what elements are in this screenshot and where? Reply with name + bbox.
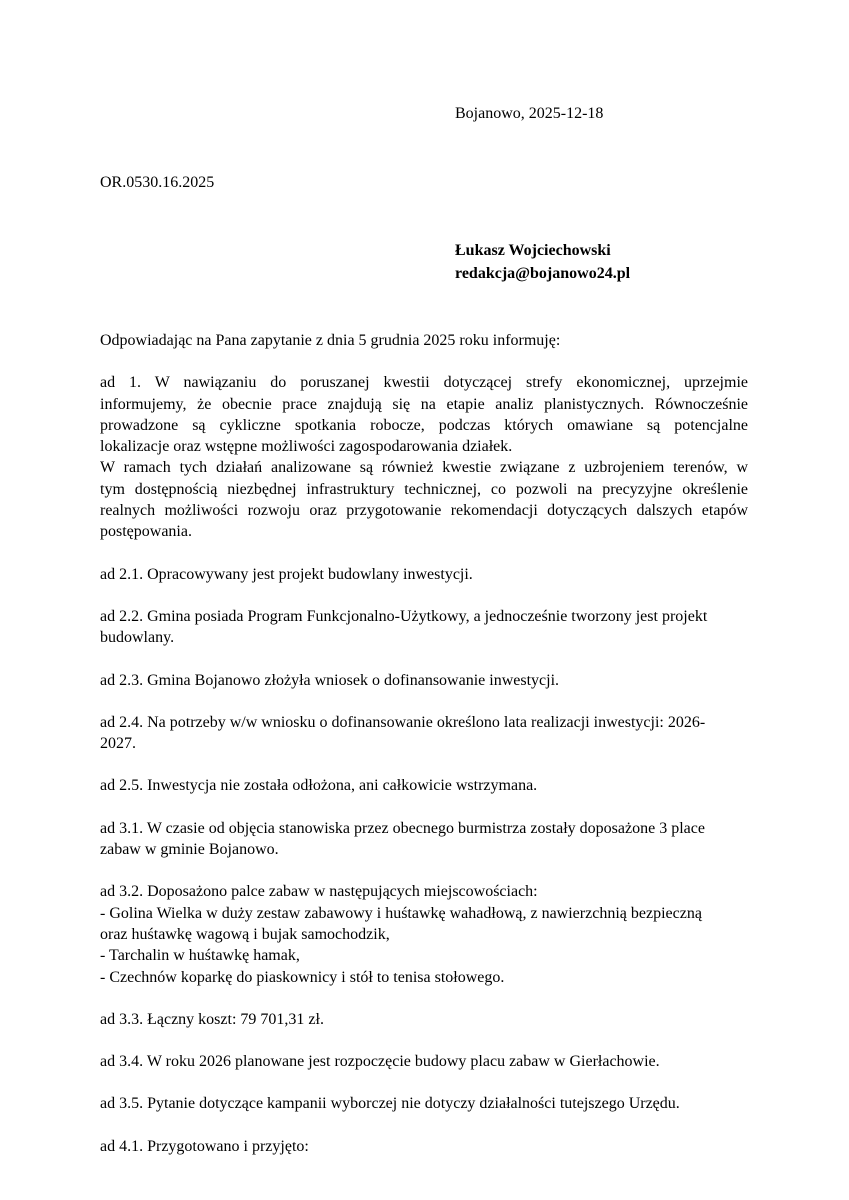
answer-3-1-line: zabaw w gminie Bojanowo.: [100, 841, 279, 859]
answer-3-1-line: ad 3.1. W czasie od objęcia stanowiska przez obecnego burmistrza zostały doposażone 3 place: [100, 819, 705, 837]
answer-1-line: informujemy, że obecnie prace znajdują się na etapie analiz planistycznych. Równocześnie: [100, 395, 748, 413]
answer-1-line: W ramach tych działań analizowane są również kwestie związane z uzbrojeniem terenów, w: [100, 459, 748, 477]
answer-3-2: [100, 881, 748, 987]
playground-list-item: - Tarchalin w huśtawkę hamak,: [100, 947, 300, 965]
answer-2-4-line: 2027.: [100, 735, 136, 753]
answer-1-line: ad 1. W nawiązaniu do poruszanej kwestii dotyczącej strefy ekonomicznej, uprzejmie: [100, 374, 748, 392]
answer-2-2-line: budowlany.: [100, 629, 175, 647]
answer-2-5: ad 2.5. Inwestycja nie została odłożona, ani całkowicie wstrzymana.: [100, 777, 538, 795]
answer-3-5: ad 3.5. Pytanie dotyczące kampanii wyborczej nie dotyczy działalności tutejszego Urzędu.: [100, 1095, 680, 1113]
playground-list-item: - Czechnów koparkę do piaskownicy i stół to tenisa stołowego.: [100, 968, 505, 986]
answer-2-4: [100, 712, 748, 755]
recipient-name: Łukasz Wojciechowski: [455, 242, 611, 259]
recipient-block: [455, 239, 630, 285]
answer-1: [100, 372, 748, 542]
answer-2-2-line: ad 2.2. Gmina posiada Program Funkcjonalno-Użytkowy, a jednocześnie tworzony jest projekt: [100, 607, 708, 625]
answer-1-line: prowadzone są cykliczne spotkania robocze, podczas których omawiane są potencjalne: [100, 416, 748, 434]
recipient-email: redakcja@bojanowo24.pl: [455, 265, 631, 282]
playground-list-item: oraz huśtawkę wagową i bujak samochodzik,: [100, 925, 390, 943]
place-date: Bojanowo, 2025-12-18: [455, 105, 604, 122]
playground-list-item: - Golina Wielka w duży zestaw zabawowy i huśtawkę wahadłową, z nawierzchnią bezpieczną: [100, 904, 702, 922]
answer-1-line: lokalizacje oraz wstępne możliwości zagospodarowania działek.: [100, 438, 513, 456]
intro-paragraph: Odpowiadając na Pana zapytanie z dnia 5 grudnia 2025 roku informuję:: [100, 332, 561, 349]
answer-2-2: [100, 606, 748, 649]
answer-3-4: ad 3.4. W roku 2026 planowane jest rozpoczęcie budowy placu zabaw w Gierłachowie.: [100, 1053, 660, 1071]
answer-1-line: realnych możliwości rozwoju oraz przygotowanie rekomendacji dotyczących dalszych etapów: [100, 502, 748, 520]
letter-body: [100, 330, 748, 1178]
answer-1-line: tym dostępnością niezbędnej infrastruktury technicznej, co pozwoli na precyzyjne określenie: [100, 480, 748, 498]
answer-3-1: [100, 818, 748, 861]
answer-2-4-line: ad 2.4. Na potrzeby w/w wniosku o dofinansowanie określono lata realizacji inwestycji: 2026-: [100, 713, 706, 731]
answer-2-3: ad 2.3. Gmina Bojanowo złożyła wniosek o dofinansowanie inwestycji.: [100, 671, 560, 689]
answer-4-1: ad 4.1. Przygotowano i przyjęto:: [100, 1137, 309, 1155]
answer-3-2-heading: ad 3.2. Doposażono palce zabaw w następujących miejscowościach:: [100, 883, 538, 901]
answer-2-1: ad 2.1. Opracowywany jest projekt budowlany inwestycji.: [100, 565, 473, 583]
answer-1-line: postępowania.: [100, 523, 192, 541]
answer-3-3: ad 3.3. Łączny koszt: 79 701,31 zł.: [100, 1010, 324, 1028]
reference-number: OR.0530.16.2025: [100, 174, 215, 191]
